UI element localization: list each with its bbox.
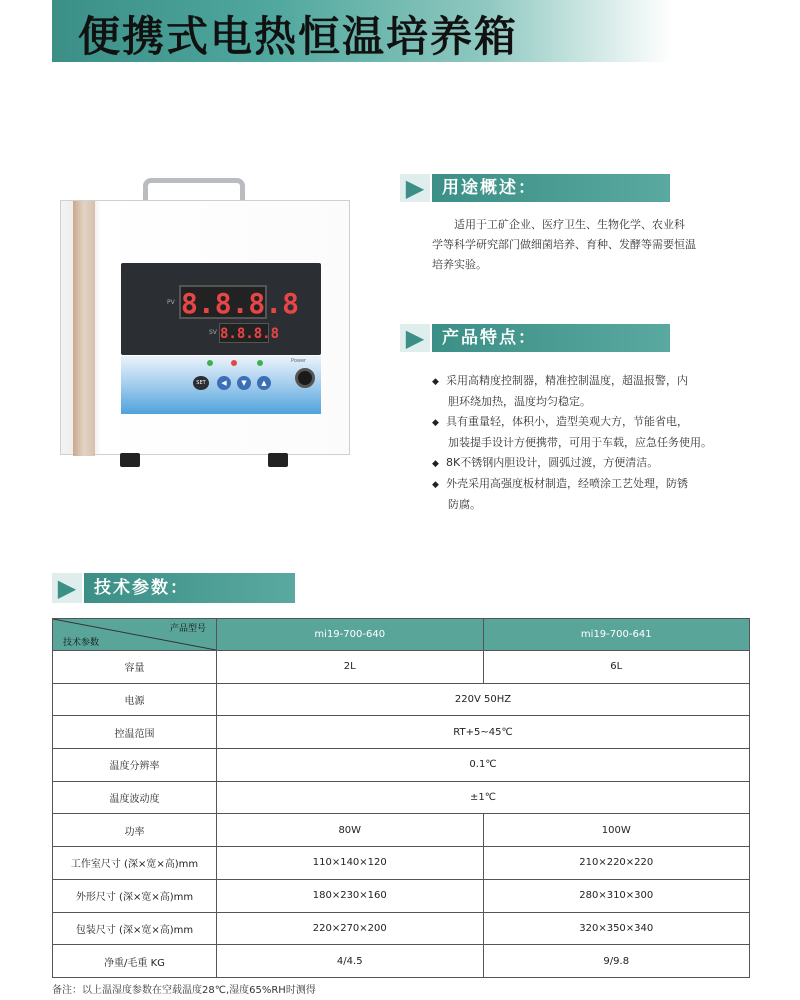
sv-display: 8.8.8.8: [219, 323, 269, 343]
feature-item: [432, 371, 762, 392]
row-label: 工作室尺寸 (深×宽×高)mm: [53, 847, 217, 880]
value-cell: 6L: [483, 651, 750, 684]
usage-line: 学等科学研究部门做细菌培养、育种、发酵等需要恒温: [432, 238, 696, 251]
feature-text: 防腐。: [448, 498, 481, 511]
corner-model-label: 产品型号: [169, 624, 206, 634]
tech-heading: 技术参数：: [84, 573, 295, 603]
merged-value-cell: 220V 50HZ: [217, 683, 750, 716]
row-label: 包装尺寸 (深×宽×高)mm: [53, 912, 217, 945]
merged-value-cell: RT+5~45℃: [217, 716, 750, 749]
page-title: 便携式电热恒温培养箱: [78, 12, 519, 61]
value-cell: 100W: [483, 814, 750, 847]
feature-text: 外壳采用高强度板材制造，经喷涂工艺处理，防锈: [446, 477, 688, 490]
spec-table: [52, 618, 750, 978]
value-cell: 280×310×300: [483, 879, 750, 912]
left-arrow-button-icon[interactable]: ◀: [217, 376, 231, 390]
diamond-bullet-icon: ◆: [432, 480, 439, 490]
incubator-image: [60, 178, 350, 470]
row-label: 温度分辨率: [53, 749, 217, 782]
row-label: 外形尺寸 (深×宽×高)mm: [53, 879, 217, 912]
merged-value-cell: 0.1℃: [217, 749, 750, 782]
power-button-icon[interactable]: [295, 368, 315, 388]
table-header-row: [53, 619, 750, 651]
features-section-header: [400, 324, 670, 352]
play-arrow-icon: ▶: [400, 324, 430, 352]
table-row: [53, 749, 750, 782]
table-corner-cell: [53, 619, 217, 651]
usage-heading: 用途概述：: [432, 174, 670, 202]
table-row: [53, 716, 750, 749]
value-cell: 2L: [217, 651, 484, 684]
diamond-bullet-icon: ◆: [432, 377, 439, 387]
up-arrow-button-icon[interactable]: ▲: [257, 376, 271, 390]
door-edge: [73, 201, 95, 456]
merged-value-cell: ±1℃: [217, 781, 750, 814]
value-cell: 320×350×340: [483, 912, 750, 945]
tech-section-header: [52, 573, 295, 603]
led-red-icon: [231, 360, 237, 366]
features-list: [432, 371, 762, 515]
feature-item: [432, 412, 762, 433]
table-row: [53, 683, 750, 716]
value-cell: 210×220×220: [483, 847, 750, 880]
set-button[interactable]: SET: [193, 376, 209, 390]
diamond-bullet-icon: ◆: [432, 459, 439, 469]
corner-param-label: 技术参数: [63, 638, 100, 648]
sv-label: SV: [209, 329, 217, 336]
power-label: Power: [291, 358, 307, 364]
row-label: 电源: [53, 683, 217, 716]
pv-label: PV: [167, 299, 175, 306]
table-row: [53, 814, 750, 847]
foot-left: [120, 453, 140, 467]
play-arrow-icon: ▶: [400, 174, 430, 202]
table-row: [53, 945, 750, 978]
led-green-icon: [207, 360, 213, 366]
table-row: [53, 879, 750, 912]
usage-text: [432, 215, 752, 275]
control-display-panel: [121, 263, 321, 355]
row-label: 功率: [53, 814, 217, 847]
row-label: 温度波动度: [53, 781, 217, 814]
table-row: [53, 912, 750, 945]
table-row: [53, 847, 750, 880]
value-cell: 80W: [217, 814, 484, 847]
down-arrow-button-icon[interactable]: ▼: [237, 376, 251, 390]
model-header: mi19-700-640: [217, 619, 484, 651]
table-row: [53, 781, 750, 814]
value-cell: 220×270×200: [217, 912, 484, 945]
model-header: mi19-700-641: [483, 619, 750, 651]
play-arrow-icon: ▶: [52, 573, 82, 603]
usage-line: 适用于工矿企业、医疗卫生、生物化学、农业科: [454, 218, 685, 231]
feature-item: [432, 453, 762, 474]
foot-right: [268, 453, 288, 467]
control-button-panel: [121, 356, 321, 414]
feature-text: 8K不锈钢内胆设计，圆弧过渡，方便清洁。: [446, 456, 659, 469]
feature-text: 胆环绕加热，温度均匀稳定。: [448, 395, 591, 408]
value-cell: 110×140×120: [217, 847, 484, 880]
diamond-bullet-icon: ◆: [432, 418, 439, 428]
row-label: 净重/毛重 KG: [53, 945, 217, 978]
led-green-icon: [257, 360, 263, 366]
feature-text: 采用高精度控制器，精准控制温度，超温报警，内: [446, 374, 688, 387]
feature-text: 具有重量轻，体积小，造型美观大方，节能省电，: [446, 415, 688, 428]
table-row: [53, 651, 750, 684]
row-label: 容量: [53, 651, 217, 684]
row-label: 控温范围: [53, 716, 217, 749]
value-cell: 4/4.5: [217, 945, 484, 978]
feature-item: [432, 474, 762, 495]
value-cell: 9/9.8: [483, 945, 750, 978]
features-heading: 产品特点：: [432, 324, 670, 352]
value-cell: 180×230×160: [217, 879, 484, 912]
feature-text: 加装提手设计方便携带，可用于车载，应急任务使用。: [448, 436, 712, 449]
usage-line: 培养实验。: [432, 258, 487, 271]
pv-display: 8.8.8.8: [181, 287, 300, 320]
footnote: 备注：以上温湿度参数在空载温度28℃,湿度65%RH时测得: [52, 985, 316, 996]
incubator-body: [60, 200, 350, 455]
usage-section-header: [400, 174, 670, 202]
